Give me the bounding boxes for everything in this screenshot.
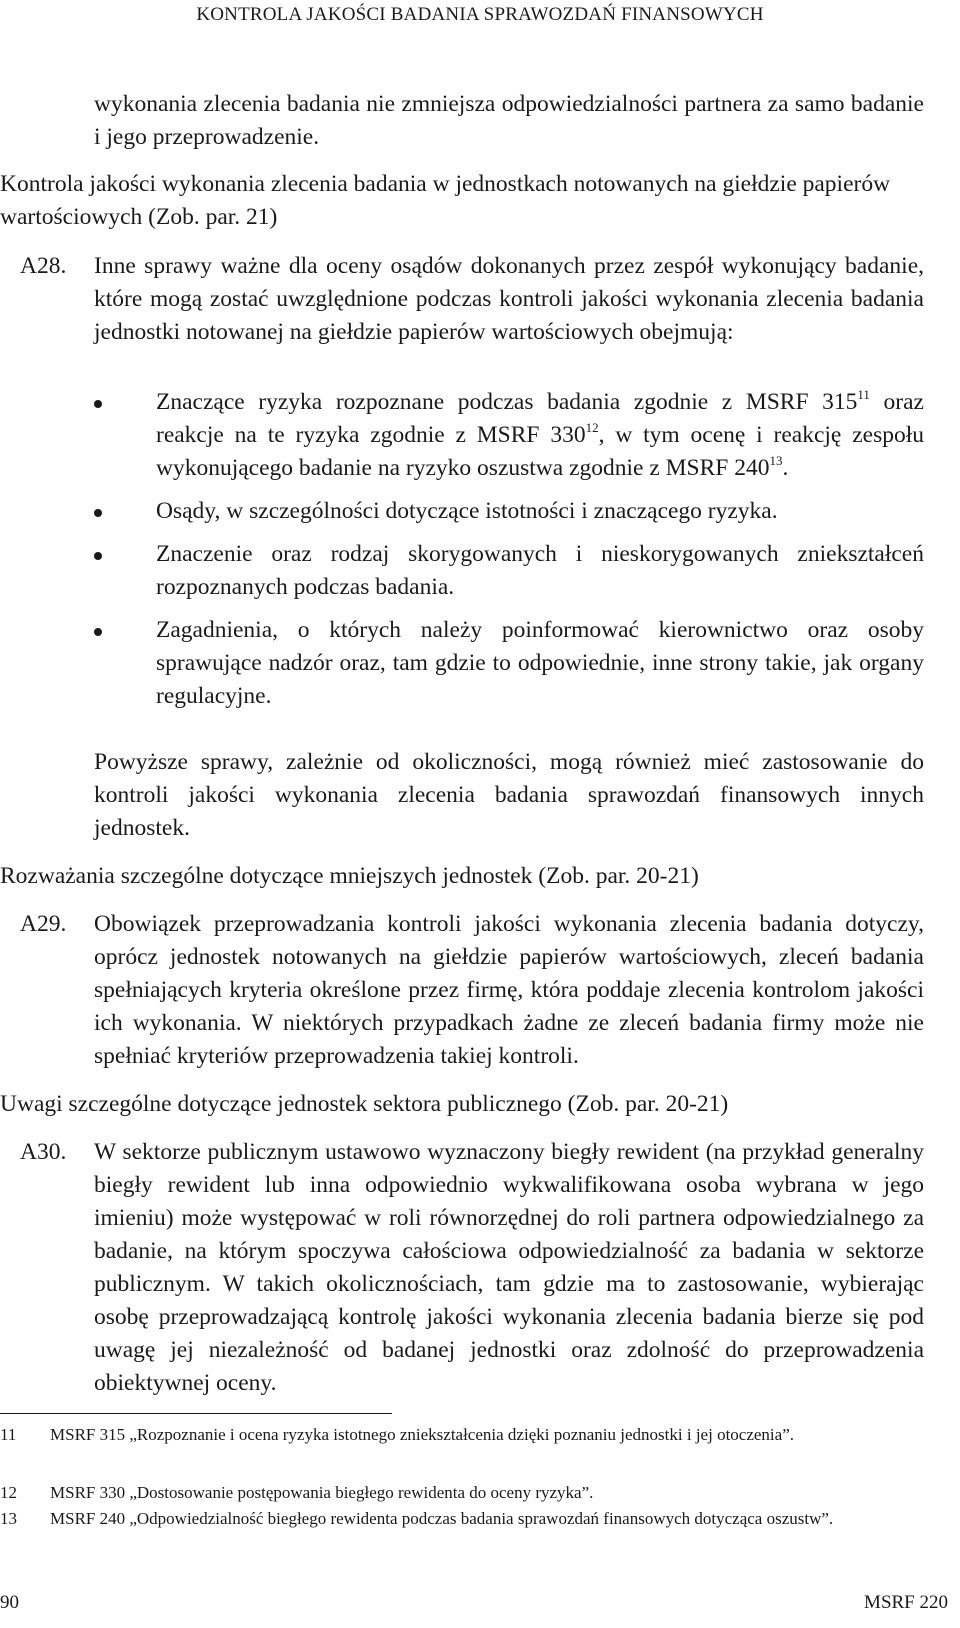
paragraph-a28-closing: Powyższe sprawy, zależnie od okoliczności, mogą również mieć zastosowanie do kontroli jakości wykonania zlecenia badania sprawozdań finansowych innych jednostek. [94, 749, 924, 841]
bullet-item-misstatements [94, 538, 924, 604]
footnote-number: 13 [0, 1509, 17, 1528]
bullet-icon [94, 628, 102, 636]
footnote-number: 11 [0, 1425, 17, 1444]
footnote-ref: 11 [857, 387, 870, 402]
page-number: 90 [0, 1592, 19, 1613]
bullet-text: , w tym ocenę i reakcję zespołu wykonującego badanie na ryzyko oszustwa zgodnie z MSRF 240 [156, 422, 924, 481]
running-header: KONTROLA JAKOŚCI BADANIA SPRAWOZDAŃ FINANSOWYCH [196, 4, 764, 25]
bullet-text: . [782, 455, 789, 481]
footnote-ref: 13 [769, 453, 783, 468]
bullet-text: Znaczenie oraz rodzaj skorygowanych i nieskorygowanych zniekształceń rozpoznanych podczas badania. [156, 541, 924, 600]
bullet-item-communications [94, 614, 924, 713]
bullet-icon [94, 552, 102, 560]
footer-standard: MSRF 220 [864, 1592, 948, 1613]
footnote-11 [0, 1422, 950, 1448]
paragraph-a30-text: W sektorze publicznym ustawowo wyznaczony biegły rewident (na przykład generalny biegły rewident lub inna odpowiednio wykwalifikowana osoba wybrana w jego imieniu) może występować w roli równorzędnej do roli partnera odpowiedzialnego za badanie, na którym spoczywa całościowa odpowiedzialność za badania w sektorze publicznym. W takich okolicznościach, tam gdzie ma to zastosowanie, wybierając osobę przeprowadzającą kontrolę jakości wykonania zlecenia badania bierze się pod uwagę jej niezależność od badanej jednostki oraz zdolność do przeprowadzenia obiektywnej oceny. [94, 1139, 924, 1396]
intro-continuation: wykonania zlecenia badania nie zmniejsza odpowiedzialności partnera za samo badanie i jego przeprowadzenie. [94, 91, 924, 150]
bullet-text: Zagadnienia, o których należy poinformować kierownictwo oraz osoby sprawujące nadzór oraz, tam gdzie to odpowiednie, inne strony takie, jak organy regulacyjne. [156, 617, 924, 709]
paragraph-a28-text: Inne sprawy ważne dla oceny osądów dokonanych przez zespół wykonujący badanie, które mogą zostać uwzględnione podczas kontroli jakości wykonania zlecenia badania jednostki notowanej na giełdzie papierów wartościowych obejmują: [94, 253, 924, 345]
bullet-icon [94, 509, 102, 517]
footnote-text: MSRF 330 „Dostosowanie postępowania biegłego rewidenta do oceny ryzyka”. [50, 1483, 594, 1502]
paragraph-label-a30: A30. [20, 1139, 67, 1165]
footnote-separator [0, 1413, 392, 1414]
footnote-text: MSRF 240 „Odpowiedzialność biegłego rewidenta podczas badania sprawozdań finansowych dotycząca oszustw”. [50, 1509, 834, 1528]
footnote-13 [0, 1506, 950, 1532]
bullet-item-significant-risks [94, 386, 924, 485]
bullet-text: oraz reakcje na te ryzyka zgodnie z MSRF 330 [156, 389, 924, 448]
bullet-item-judgments [94, 495, 924, 528]
footnote-12 [0, 1480, 950, 1506]
bullet-text: Osądy, w szczególności dotyczące istotności i znaczącego ryzyka. [156, 498, 778, 524]
bullet-icon [94, 400, 102, 408]
section-heading-listed-entities: Kontrola jakości wykonania zlecenia badania w jednostkach notowanych na giełdzie papierów wartościowych (Zob. par. 21) [0, 171, 891, 230]
paragraph-label-a28: A28. [20, 253, 67, 279]
paragraph-a29-text: Obowiązek przeprowadzania kontroli jakości wykonania zlecenia badania dotyczy, oprócz jednostek notowanych na giełdzie papierów wartościowych, zleceń badania spełniających kryteria określone przez firmę, która poddaje zlecenia kontrolom jakości ich wykonania. W niektórych przypadkach żadne ze zleceń badania firmy może nie spełniać kryteriów przeprowadzenia takiej kontroli. [94, 911, 924, 1069]
footnote-ref: 12 [585, 420, 599, 435]
footnote-number: 12 [0, 1483, 17, 1502]
paragraph-label-a29: A29. [20, 911, 67, 937]
bullet-text: Znaczące ryzyka rozpoznane podczas badania zgodnie z MSRF 315 [156, 389, 858, 415]
section-heading-public-sector: Uwagi szczególne dotyczące jednostek sektora publicznego (Zob. par. 20-21) [0, 1091, 729, 1117]
section-heading-smaller-entities: Rozważania szczególne dotyczące mniejszych jednostek (Zob. par. 20-21) [0, 863, 699, 889]
footnote-text: MSRF 315 „Rozpoznanie i ocena ryzyka istotnego zniekształcenia dzięki poznaniu jednostki i jej otoczenia”. [50, 1425, 794, 1444]
a28-bullet-list [94, 386, 924, 723]
